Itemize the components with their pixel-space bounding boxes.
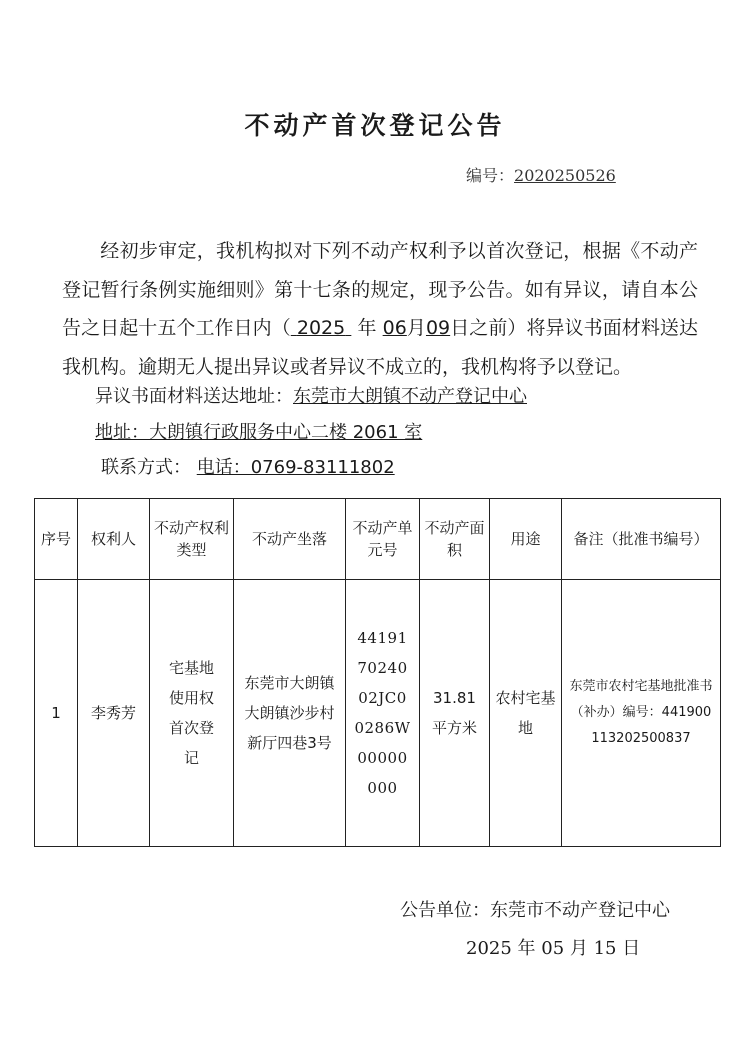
issue-date: 2025 年 05 月 15 日 <box>466 938 641 959</box>
deadline-day: 09 <box>425 317 451 339</box>
year-unit: 年 <box>357 317 377 339</box>
header-right-type: 不动产权利类型 <box>150 499 234 580</box>
cell-no: 1 <box>35 580 78 847</box>
header-area: 不动产面积 <box>420 499 490 580</box>
cell-usage: 农村宅基地 <box>490 580 562 847</box>
month-unit: 月 <box>406 317 426 339</box>
header-note: 备注（批准书编号） <box>562 499 721 580</box>
registration-table <box>34 498 721 847</box>
deadline-year: 2025 <box>296 317 346 339</box>
table-row <box>35 580 721 847</box>
header-unit-no: 不动产单元号 <box>346 499 420 580</box>
objection-address-label: 异议书面材料送达地址： <box>95 386 293 407</box>
contact-label: 联系方式： <box>101 457 191 478</box>
serial-number <box>466 163 616 186</box>
announcement-paragraph <box>62 232 698 386</box>
office-address: 地址：大朗镇行政服务中心二楼 2061 室 <box>95 422 423 443</box>
contact-info <box>101 453 395 479</box>
serial-label: 编号： <box>466 166 515 185</box>
header-no: 序号 <box>35 499 78 580</box>
cell-unit-no: 441917024002JC00286W00000000 <box>346 580 420 847</box>
cell-note: 东莞市农村宅基地批准书（补办）编号：441900113202500837 <box>562 580 721 847</box>
header-owner: 权利人 <box>78 499 150 580</box>
cell-location: 东莞市大朗镇大朗镇沙步村新厅四巷3号 <box>234 580 346 847</box>
cell-area: 31.81平方米 <box>420 580 490 847</box>
cell-right-type: 宅基地使用权首次登记 <box>150 580 234 847</box>
header-usage: 用途 <box>490 499 562 580</box>
cell-owner: 李秀芳 <box>78 580 150 847</box>
paragraph-text-a: 经初步审定，我机构拟对下列不动产权利予以首次登记，根据《不动产登记暂行条例实施细则》第十七条的规定，现予公告。如有异议，请自本公告之日起十五个工作日内（ <box>62 240 698 339</box>
header-location: 不动产坐落 <box>234 499 346 580</box>
objection-address <box>95 382 527 408</box>
paragraph-text-b: 日之前）将异议书面材料送达我机构。逾期无人提出异议或者异议不成立的，我机构将予以登记。 <box>62 317 698 378</box>
issuer-signature: 公告单位：东莞市不动产登记中心 <box>400 900 670 921</box>
deadline-month: 06 <box>382 317 407 339</box>
document-title: 不动产首次登记公告 <box>244 111 506 140</box>
objection-address-value: 东莞市大朗镇不动产登记中心 <box>293 386 527 407</box>
table-header-row <box>35 499 721 580</box>
serial-value: 2020250526 <box>514 166 616 185</box>
contact-phone: 电话：0769-83111802 <box>196 457 395 478</box>
